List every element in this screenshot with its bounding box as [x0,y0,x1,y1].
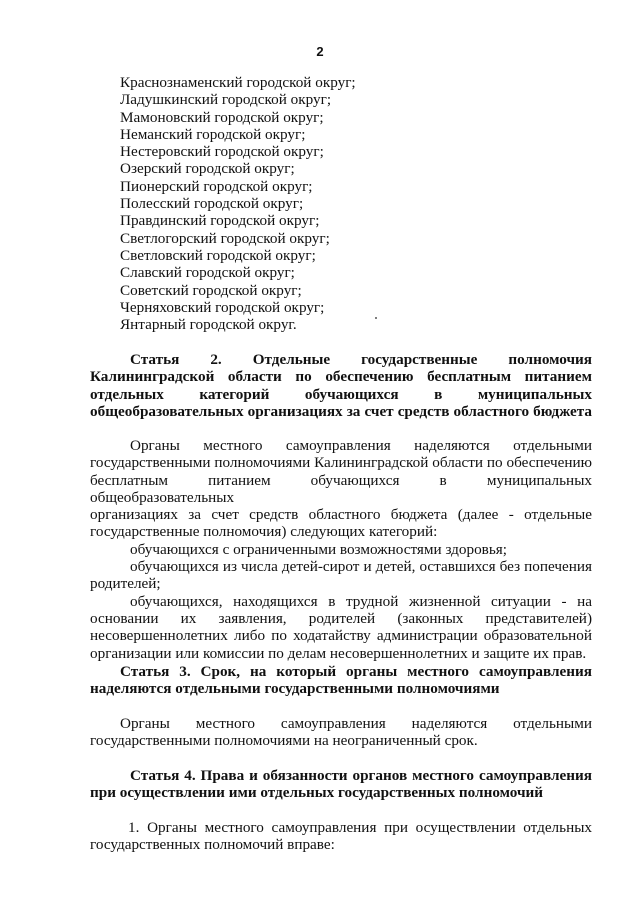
body-line: родителей; [90,575,161,593]
list-item: Пионерский городской округ; [120,177,313,195]
list-item: Ладушкинский городской округ; [120,91,332,109]
body-line: обучающихся, находящихся в трудной жизненной ситуации - на [130,592,592,610]
list-item: Краснознаменский городской округ; [120,74,356,91]
article-3-body [90,715,592,750]
page-number: 2 [316,44,324,59]
list-item: Светлогорский городской округ; [120,229,330,247]
body-line: обучающихся из числа детей-сирот и детей, оставшихся без попечения [130,558,592,576]
article-2-heading [90,351,592,420]
article-4-body [90,819,592,854]
list-item: Нестеровский городской округ; [120,143,324,161]
heading-line: общеобразовательных организациях за счет средств областного бюджета [90,402,592,420]
body-line: государственными полномочиями на неограниченный срок. [90,732,478,750]
body-line: организациях за счет средств областного бюджета (далее - отдельные [90,506,592,524]
list-item: Советский городской округ; [120,281,302,299]
district-list [120,74,356,333]
body-line: Органы местного самоуправления наделяются отдельными [130,437,592,454]
article-4-heading [90,767,592,802]
heading-line: Калининградской области по обеспечению бесплатным питанием [90,368,592,386]
list-item: Озерский городской округ; [120,160,295,178]
heading-line: Статья 2. Отдельные государственные полномочия [130,351,592,368]
list-item: Мамоновский городской округ; [120,108,324,126]
list-item: Светловский городской округ; [120,246,316,264]
body-line: 1. Органы местного самоуправления при осуществлении отдельных [128,819,592,836]
body-line: государственные полномочия) следующих категорий: [90,523,438,541]
list-item: Неманский городской округ; [120,125,306,143]
stray-mark [375,317,377,319]
body-line: обучающихся с ограниченными возможностями здоровья; [130,540,507,558]
list-item: Черняховский городской округ; [120,298,325,316]
body-line: организации или комиссии по делам несовершеннолетних и защите их прав. [90,644,587,662]
body-line: государственными полномочиями Калининградской области по обеспечению [90,454,592,472]
heading-line: отдельных категорий обучающихся в муниципальных [90,385,592,403]
article-3-heading [90,663,592,698]
heading-line: при осуществлении ими отдельных государственных полномочий [90,784,544,802]
heading-line: Статья 3. Срок, на который органы местного самоуправления [120,663,592,680]
body-line: основании их заявления, родителей (законных представителей) [90,609,592,627]
body-line: бесплатным питанием обучающихся в муниципальных общеобразовательных [90,471,592,506]
body-line: Органы местного самоуправления наделяются отдельными [120,715,592,732]
list-item: Янтарный городской округ. [120,316,297,334]
list-item: Славский городской округ; [120,264,295,282]
body-line: несовершеннолетних либо по ходатайству администрации образовательной [90,627,592,645]
list-item: Полесский городской округ; [120,195,304,213]
body-line: государственных полномочий вправе: [90,836,335,854]
list-item: Правдинский городской округ; [120,212,320,230]
article-2-body [90,437,592,662]
heading-line: Статья 4. Права и обязанности органов местного самоуправления [130,767,592,784]
heading-line: наделяются отдельными государственными полномочиями [90,680,500,698]
